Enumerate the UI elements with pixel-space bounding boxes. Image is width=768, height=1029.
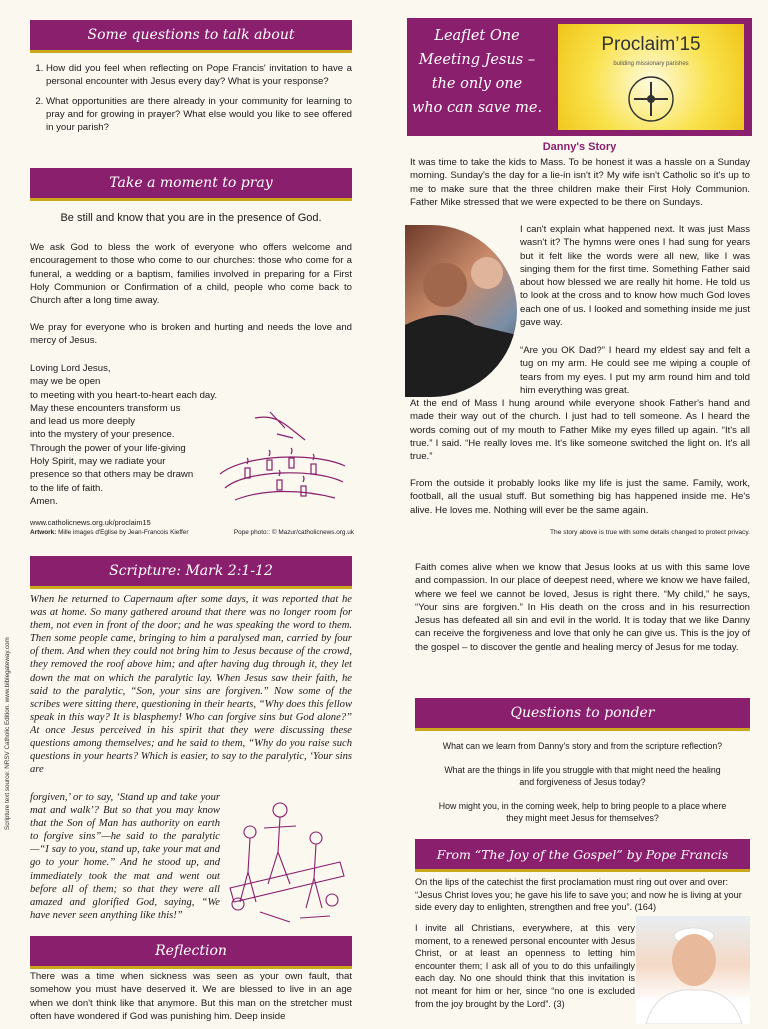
story-privacy-note: The story above is true with some details changed to protect privacy. (550, 529, 750, 536)
prayer-line: into the mystery of your presence. (30, 429, 175, 441)
paralytic-illustration (220, 792, 352, 927)
banner-ponder: Questions to ponder (415, 698, 750, 731)
leaflet-line: Leaflet One (434, 28, 520, 44)
pray-paragraph-2: We pray for everyone who is broken and hurting and needs the love and mercy of Jesus. (30, 322, 352, 347)
artwork-text: Mille images d'Eglise by Jean-Francois Kieffer (58, 529, 189, 536)
ponder-question-2: What are the things in life you struggle with that might need the healing and forgiveness of Jesus today? (444, 765, 721, 787)
father-and-son-photo (405, 225, 517, 397)
faith-paragraph: Faith comes alive when we know that Jesus looks at us with this same love and compassion. In our place of deepest need, where we know we have failed, where we feel we cannot be loved, Jesus is right there. “My child,” he says, “Your sins are forgiven.” In His death on the cross and in his resurrection Jesus has defeated all sin and evil in the world. It is today that we like Danny can receive the forgiveness and love that only he can give us. This is the joy of the gospel – to discover the gentle and healing mercy of Jesus for me today. (415, 562, 750, 653)
be-still-line: Be still and know that you are in the presence of God. (60, 212, 322, 224)
leaflet-line: who can save me. (411, 100, 543, 116)
joy-paragraph-1: On the lips of the catechist the first proclamation must ring out over and over: “Jesus Christ loves you; he gave his life to save you; and now he is living at your side every day to enlighten, strengthen and free you”. (164) (415, 877, 742, 913)
photo-credit: Pope photo:: © Mazur/catholicnews.org.uk (233, 529, 354, 536)
banner-reflection: Reflection (30, 936, 352, 969)
banner-pray: Take a moment to pray (30, 168, 352, 201)
candles-illustration (215, 404, 350, 514)
prayer (30, 362, 230, 508)
danny-paragraph-1: It was time to take the kids to Mass. To be honest it was a hassle on a Sunday morning. Sunday's the day for a lie-in isn't it? My wife isn't Catholic so it's up to me to make sure that the three children make their First Holy Communion. Father Mike stressed that we were expected to be there on Sundays. (410, 157, 750, 208)
question-1: 1. How did you feel when reflecting on Pope Francis' invitation to have a personal encounter with Jesus every day? What is your response? (46, 62, 352, 89)
prayer-line: and lead us more deeply (30, 416, 136, 428)
ponder-question-1: What can we learn from Danny's story and from the scripture reflection? (442, 741, 723, 751)
artwork-credit (30, 528, 220, 537)
danny-paragraph-5: From the outside it probably looks like my life is just the same. Family, work, football, all the usual stuff. But something big has happened inside me. He's alive. He loves me. Nothing will ever be the same again. (410, 478, 750, 516)
question-2: 2. What opportunities are there already in your community for learning to pray and for growing in prayer? What else would you like to see offered in your parish? (46, 95, 352, 135)
joy-paragraph-2: I invite all Christians, everywhere, at this very moment, to a renewed personal encounter with Jesus Christ, or at least an openness to letting him encounter them; I ask all of you to do this unfailingly each day. No one should think that this invitation is not meant for him or her, since “no one is excluded from the joy brought by the Lord”. (3) (415, 923, 635, 1009)
prayer-line: May these encounters transform us (30, 402, 181, 414)
leaflet-line: the only one (431, 76, 523, 92)
pope-portrait-icon (636, 916, 750, 1024)
scripture-text: When he returned to Capernaum after some days, it was reported that he was at home. So many gathered around that there was no longer room for them, not even in front of the door; and he was speaking the word to them. Then some people came, bringing to him a paralysed man, carried by four of them. And when they could not bring him to Jesus because of the crowd, they removed the roof above him; and after having dug through it, they let down the mat on which the paralytic lay. When Jesus saw their faith, he said to the paralytic, “Son, your sins are forgiven.” Now some of the scribes were sitting there, questioning in their hearts, “Why does this fellow speak in this way? It is blasphemy! Who can forgive sins but God alone?” At once Jesus perceived in his spirit that they were discussing these questions among themselves; and he said to them, “Why do you raise such questions in your hearts? Which is easier, to say to the paralytic, ‘Your sins are (30, 594, 353, 776)
prayer-line: may we be open (30, 376, 101, 388)
ponder-question-3: How might you, in the coming week, help to bring people to a place where they might meet Jesus for themselves? (438, 801, 727, 823)
prayer-line: Loving Lord Jesus, (30, 363, 111, 374)
reflection-text: There was a time when sickness was seen as your own fault, that somehow you must have deserved it. We are blessed to live in an age when we don't think like that anymore. But this man on the stretcher must often have wondered if God was punishing him. Deep inside (30, 971, 352, 1022)
prayer-line: Amen. (30, 495, 58, 507)
leaflet-line: Meeting Jesus – (418, 52, 536, 68)
scripture-text-continued: forgiven,’ or to say, ‘Stand up and take your mat and walk’? But so that you may know that the Son of Man has authority on earth to forgive sins”—he said to the paralytic—“I say to you, stand up, take your mat and go to your home.” And he stood up, and immediately took the mat and went out before all of them; so that they were all amazed and glorified God, saying, “We have never seen anything like this!” (30, 792, 220, 921)
proclaim-tagline: building missionary parishes (613, 61, 689, 67)
banner-scripture: Scripture: Mark 2:1-12 (30, 556, 352, 589)
artwork-label: Artwork: (30, 529, 57, 536)
pray-paragraph-1: We ask God to bless the work of everyone who offers welcome and encouragement to those who come to our churches: those who come for a funeral, a wedding or a baptism, families involved in preparing for a First Holy Communion or Confirmation of a child, people who come back to Church after a long time away. (30, 242, 352, 307)
danny-story-title: Danny's Story (542, 141, 617, 153)
prayer-line: Through the power of your life-giving (30, 442, 186, 454)
scripture-source-credit: Scripture text source: NRSV Catholic Edition. www.biblegateway.com (4, 637, 11, 830)
talk-questions-list (30, 62, 352, 140)
prayer-line: to meeting with you heart-to-heart each day. (30, 389, 218, 401)
website-link[interactable]: www.catholicnews.org.uk/proclaim15 (30, 518, 151, 527)
photo-placeholder-icon (405, 225, 517, 397)
proclaim-name: Proclaim’15 (601, 34, 701, 55)
cross-emblem-icon (626, 74, 676, 124)
prayer-line: Holy Spirit, may we radiate your (30, 456, 166, 468)
danny-paragraph-3: “Are you OK Dad?” I heard my eldest say and felt a tug on my arm. He could see me wiping a couple of tears from my eyes. I put my arm round him and told him everything was great. (520, 345, 750, 396)
prayer-line: to the life of faith. (30, 482, 104, 494)
proclaim-logo (558, 24, 744, 130)
pope-francis-photo (636, 916, 750, 1024)
danny-paragraph-4: At the end of Mass I hung around while everyone shook Father's hand and made their way out of the church. I just had to tell someone. As I heard the words coming out of my mouth to Father Mike my eyes filled up again. “It's all true.” I said. “He really loves me. It's like someone switched the light on. It's all true.” (410, 398, 750, 463)
leaflet-title (407, 24, 547, 120)
banner-talk-questions: Some questions to talk about (30, 20, 352, 53)
prayer-line: presence so that others may be drawn (30, 469, 194, 481)
banner-joy-gospel: From “The Joy of the Gospel” by Pope Francis (415, 839, 750, 872)
danny-paragraph-2: I can't explain what happened next. It was just Mass wasn't it? The hymns were ones I had sung for years but it felt like the words were all new, like I was singing them for the first time. Something Father said about how blessed we are really hit home. He told us to look at the cross and to know how much God loves each one of us. I looked and something inside me just gave way. (520, 224, 750, 329)
